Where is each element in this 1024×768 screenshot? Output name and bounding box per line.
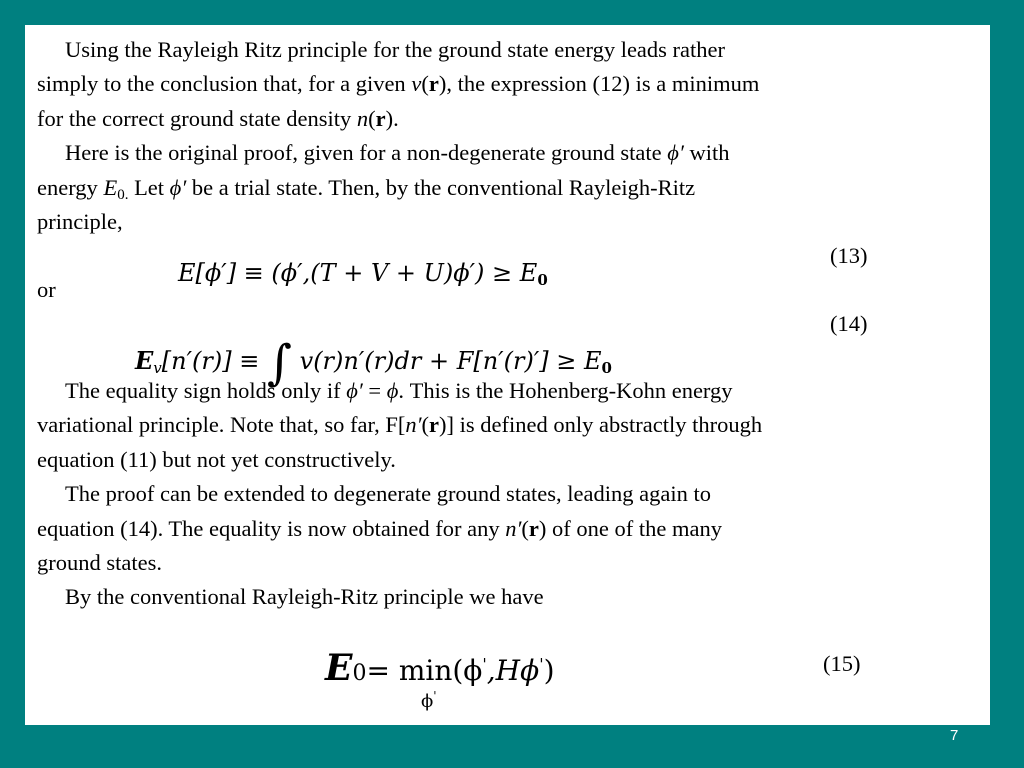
para1-line1: Using the Rayleigh Ritz principle for the ground state energy leads rather <box>65 37 726 62</box>
para4-line2: equation (14). The equality is now obtained for any n′(r) of one of the many <box>37 516 722 541</box>
eq14-number: (14) <box>830 311 868 336</box>
para1-line2: simply to the conclusion that, for a given v(r), the expression (12) is a minimum <box>37 71 760 96</box>
integral-sign: ∫ <box>266 335 292 391</box>
para4-line3: ground states. <box>37 550 162 575</box>
eq15-min-subscript: ϕ' <box>421 689 437 712</box>
or-label: or <box>37 277 56 302</box>
para2-line3: principle, <box>37 209 123 234</box>
para1-line3: for the correct ground state density n(r). <box>37 106 399 131</box>
para2-line2: energy $E_{0.}$ Let ϕ′ be a trial state. Then, by the conventional Rayleigh-Ritz <box>37 175 696 203</box>
para3-line2: variational principle. Note that, so far, F[n′(r)] is defined only abstractly through <box>37 412 763 437</box>
para4-line1: The proof can be extended to degenerate ground states, leading again to <box>65 481 711 506</box>
eq15-expression: E0= min(ϕ',Hϕ') <box>325 647 555 689</box>
eq15-number: (15) <box>823 651 861 676</box>
slide-panel <box>25 25 990 725</box>
eq14-expression: $E_v[n'(r)]$ ≡ ∫ $v(r)n'(r)dr + F[n'(r)'] \ge E_0$ <box>135 335 612 391</box>
para2-line1: Here is the original proof, given for a non-degenerate ground state ϕ′ with <box>65 140 730 165</box>
para3-line1: The equality sign holds only if ϕ′ = ϕ. This is the Hohenberg-Kohn energy <box>65 378 733 403</box>
eq13-expression: $E[\phi'] \equiv (\phi',(T + V + U)\phi') \ge E_0$ <box>178 259 548 289</box>
para5-line1: By the conventional Rayleigh-Ritz principle we have <box>65 584 544 609</box>
eq13-number: (13) <box>830 243 868 268</box>
para3-line3: equation (11) but not yet constructively. <box>37 447 396 472</box>
slide-number: 7 <box>950 727 959 744</box>
